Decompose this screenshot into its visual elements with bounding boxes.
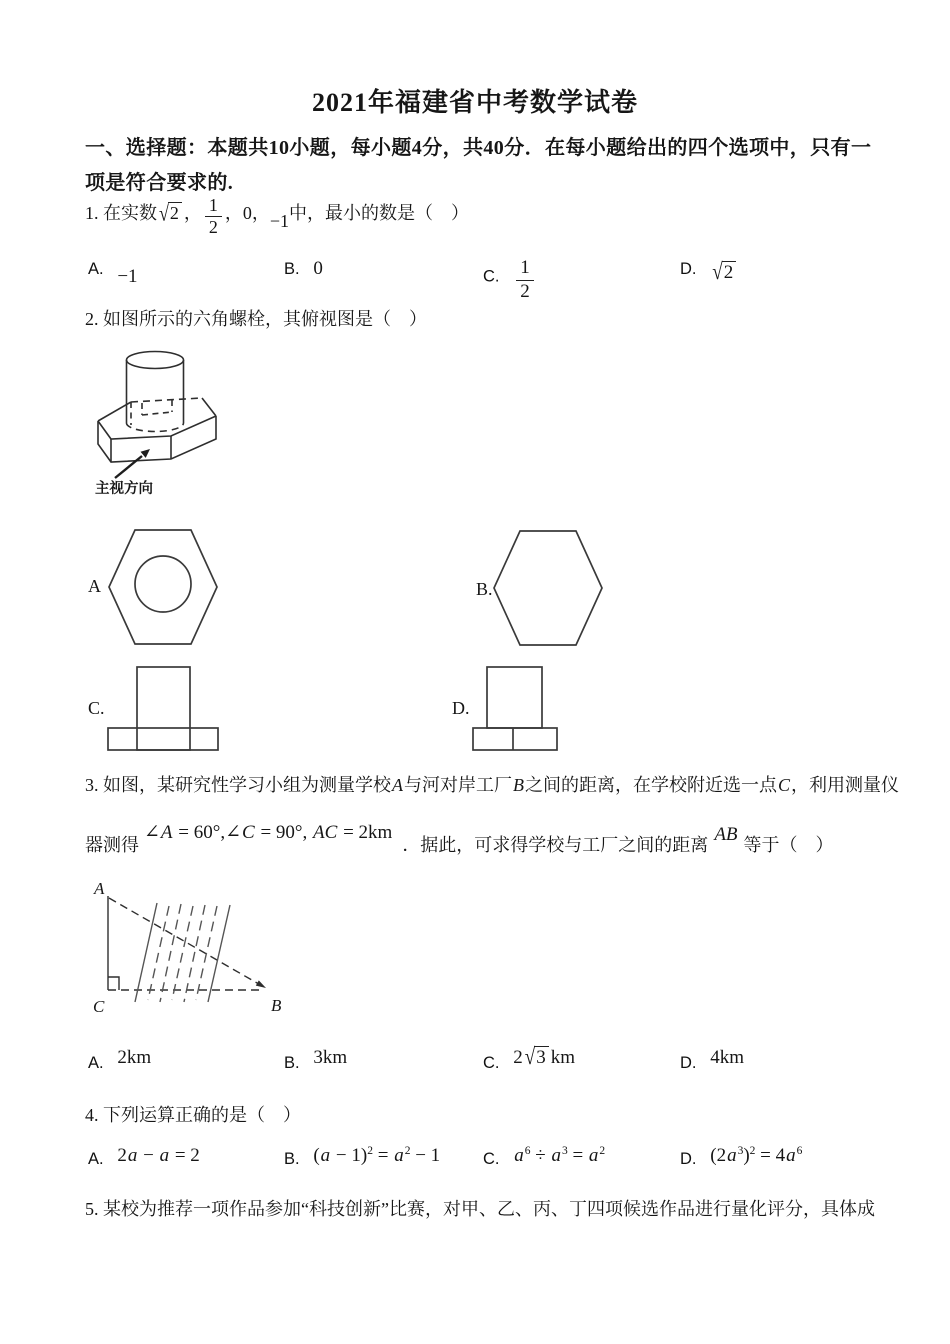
q2-option-b-label: B. xyxy=(476,579,493,599)
river-hatching xyxy=(148,904,217,1002)
q2-option-a-figure xyxy=(109,529,217,645)
option-label: A. xyxy=(88,260,104,278)
option-value: 2a − a = 2 xyxy=(117,1145,200,1166)
q3-distance-ab: AB xyxy=(714,824,738,845)
q1-option-b xyxy=(284,258,323,280)
option-value: 3km xyxy=(313,1047,348,1068)
q3-line2-mid: ．据此，可求得学校与工厂之间的距离 xyxy=(402,835,709,855)
q3-option-c xyxy=(483,1044,575,1074)
q2-option-d-figure xyxy=(470,663,561,754)
bolt-view-direction-label: 主视方向 xyxy=(95,481,153,497)
option-value: −1 xyxy=(117,266,138,287)
option-label: A. xyxy=(88,1150,104,1168)
q2-option-d-label: D. xyxy=(452,698,470,718)
q2-option-a-label: A xyxy=(88,576,101,596)
page-title: 2021年福建省中考数学试卷 xyxy=(311,88,638,117)
q2-option-b-figure xyxy=(494,530,602,646)
option-value: √2 xyxy=(710,262,738,283)
option-label: C. xyxy=(483,267,500,286)
option-value: 2 √3 km xyxy=(513,1044,575,1071)
ab-arrowhead-icon xyxy=(256,980,266,988)
option-value: 2km xyxy=(117,1047,152,1068)
q3-option-d xyxy=(680,1047,745,1074)
question-5-stem: 5. 某校为推荐一项作品参加“科技创新”比赛，对甲、乙、丙、丁四项候选作品进行量化评分，具体成 xyxy=(85,1199,875,1219)
section-header-line1: 一、选择题：本题共10小题，每小题4分，共40分．在每小题给出的四个选项中，只有一 xyxy=(85,137,872,159)
triangle-vertex-c-label: C xyxy=(93,997,105,1016)
question-3-stem-line2 xyxy=(85,822,895,859)
q1-option-d xyxy=(680,258,738,286)
q3-line2-prefix: 器测得 xyxy=(85,835,139,855)
option-label: B. xyxy=(284,1054,300,1072)
segment-ab xyxy=(109,898,264,987)
option-value: $(2a^3)^2 = 4a^6$ xyxy=(710,1145,803,1166)
option-label: D. xyxy=(680,1054,697,1072)
q3-option-b xyxy=(284,1047,348,1074)
section-header-line2: 项是符合要求的. xyxy=(85,172,234,194)
bolt-cylinder-top xyxy=(127,352,184,369)
q3-line2-suffix: 等于（ ） xyxy=(743,835,834,855)
q1-option-a xyxy=(88,258,138,287)
option-value: $(a - 1)^2 = a^2 - 1$ xyxy=(313,1145,441,1166)
triangle-vertex-a-label: A xyxy=(94,879,105,898)
option-value: $\frac{1}{2}$ xyxy=(513,265,537,286)
q4-option-a xyxy=(88,1145,200,1170)
option-label: D. xyxy=(680,1150,697,1168)
question-4-options xyxy=(88,1145,898,1196)
question-1-stem: 1. 在实数 √2 ， $\frac{1}{2}$ ，0，−1中，最小的数是（ ） xyxy=(85,195,470,238)
q4-option-c xyxy=(483,1145,606,1170)
option-label: C. xyxy=(483,1150,500,1168)
q2-option-c-label: C. xyxy=(88,698,105,718)
q1-option-c xyxy=(483,258,537,302)
view-direction-arrow-icon xyxy=(115,456,142,478)
option-label: B. xyxy=(284,1150,300,1168)
option-label: C. xyxy=(483,1054,500,1072)
q3-option-a xyxy=(88,1047,152,1074)
question-4-stem: 4. 下列运算正确的是（ ） xyxy=(85,1105,301,1125)
option-value: 0 xyxy=(313,258,323,279)
question-1-options xyxy=(88,258,898,306)
question-3-stem-line1: 3. 如图，某研究性学习小组为测量学校A与河对岸工厂B之间的距离，在学校附近选一点C，利用测量仪 xyxy=(85,775,900,795)
triangle-river-figure xyxy=(88,878,298,1018)
option-label: D. xyxy=(680,260,697,278)
q3-measurement-formula: ∠A = 60°,∠C = 90°, AC = 2km xyxy=(144,822,393,843)
q4-option-b xyxy=(284,1145,441,1170)
question-3-options xyxy=(88,1044,898,1100)
q4-option-d xyxy=(680,1145,803,1170)
option-value: 4km xyxy=(710,1047,745,1068)
right-angle-mark xyxy=(108,977,119,990)
hex-bolt-figure xyxy=(95,345,225,497)
q2-option-c-figure xyxy=(106,663,222,754)
option-label: A. xyxy=(88,1054,104,1072)
question-2-stem: 2. 如图所示的六角螺栓，其俯视图是（ ） xyxy=(85,309,427,329)
option-label: B. xyxy=(284,260,300,278)
triangle-vertex-b-label: B xyxy=(271,996,282,1015)
option-value: $a^6 \div a^3 = a^2$ xyxy=(514,1145,606,1166)
